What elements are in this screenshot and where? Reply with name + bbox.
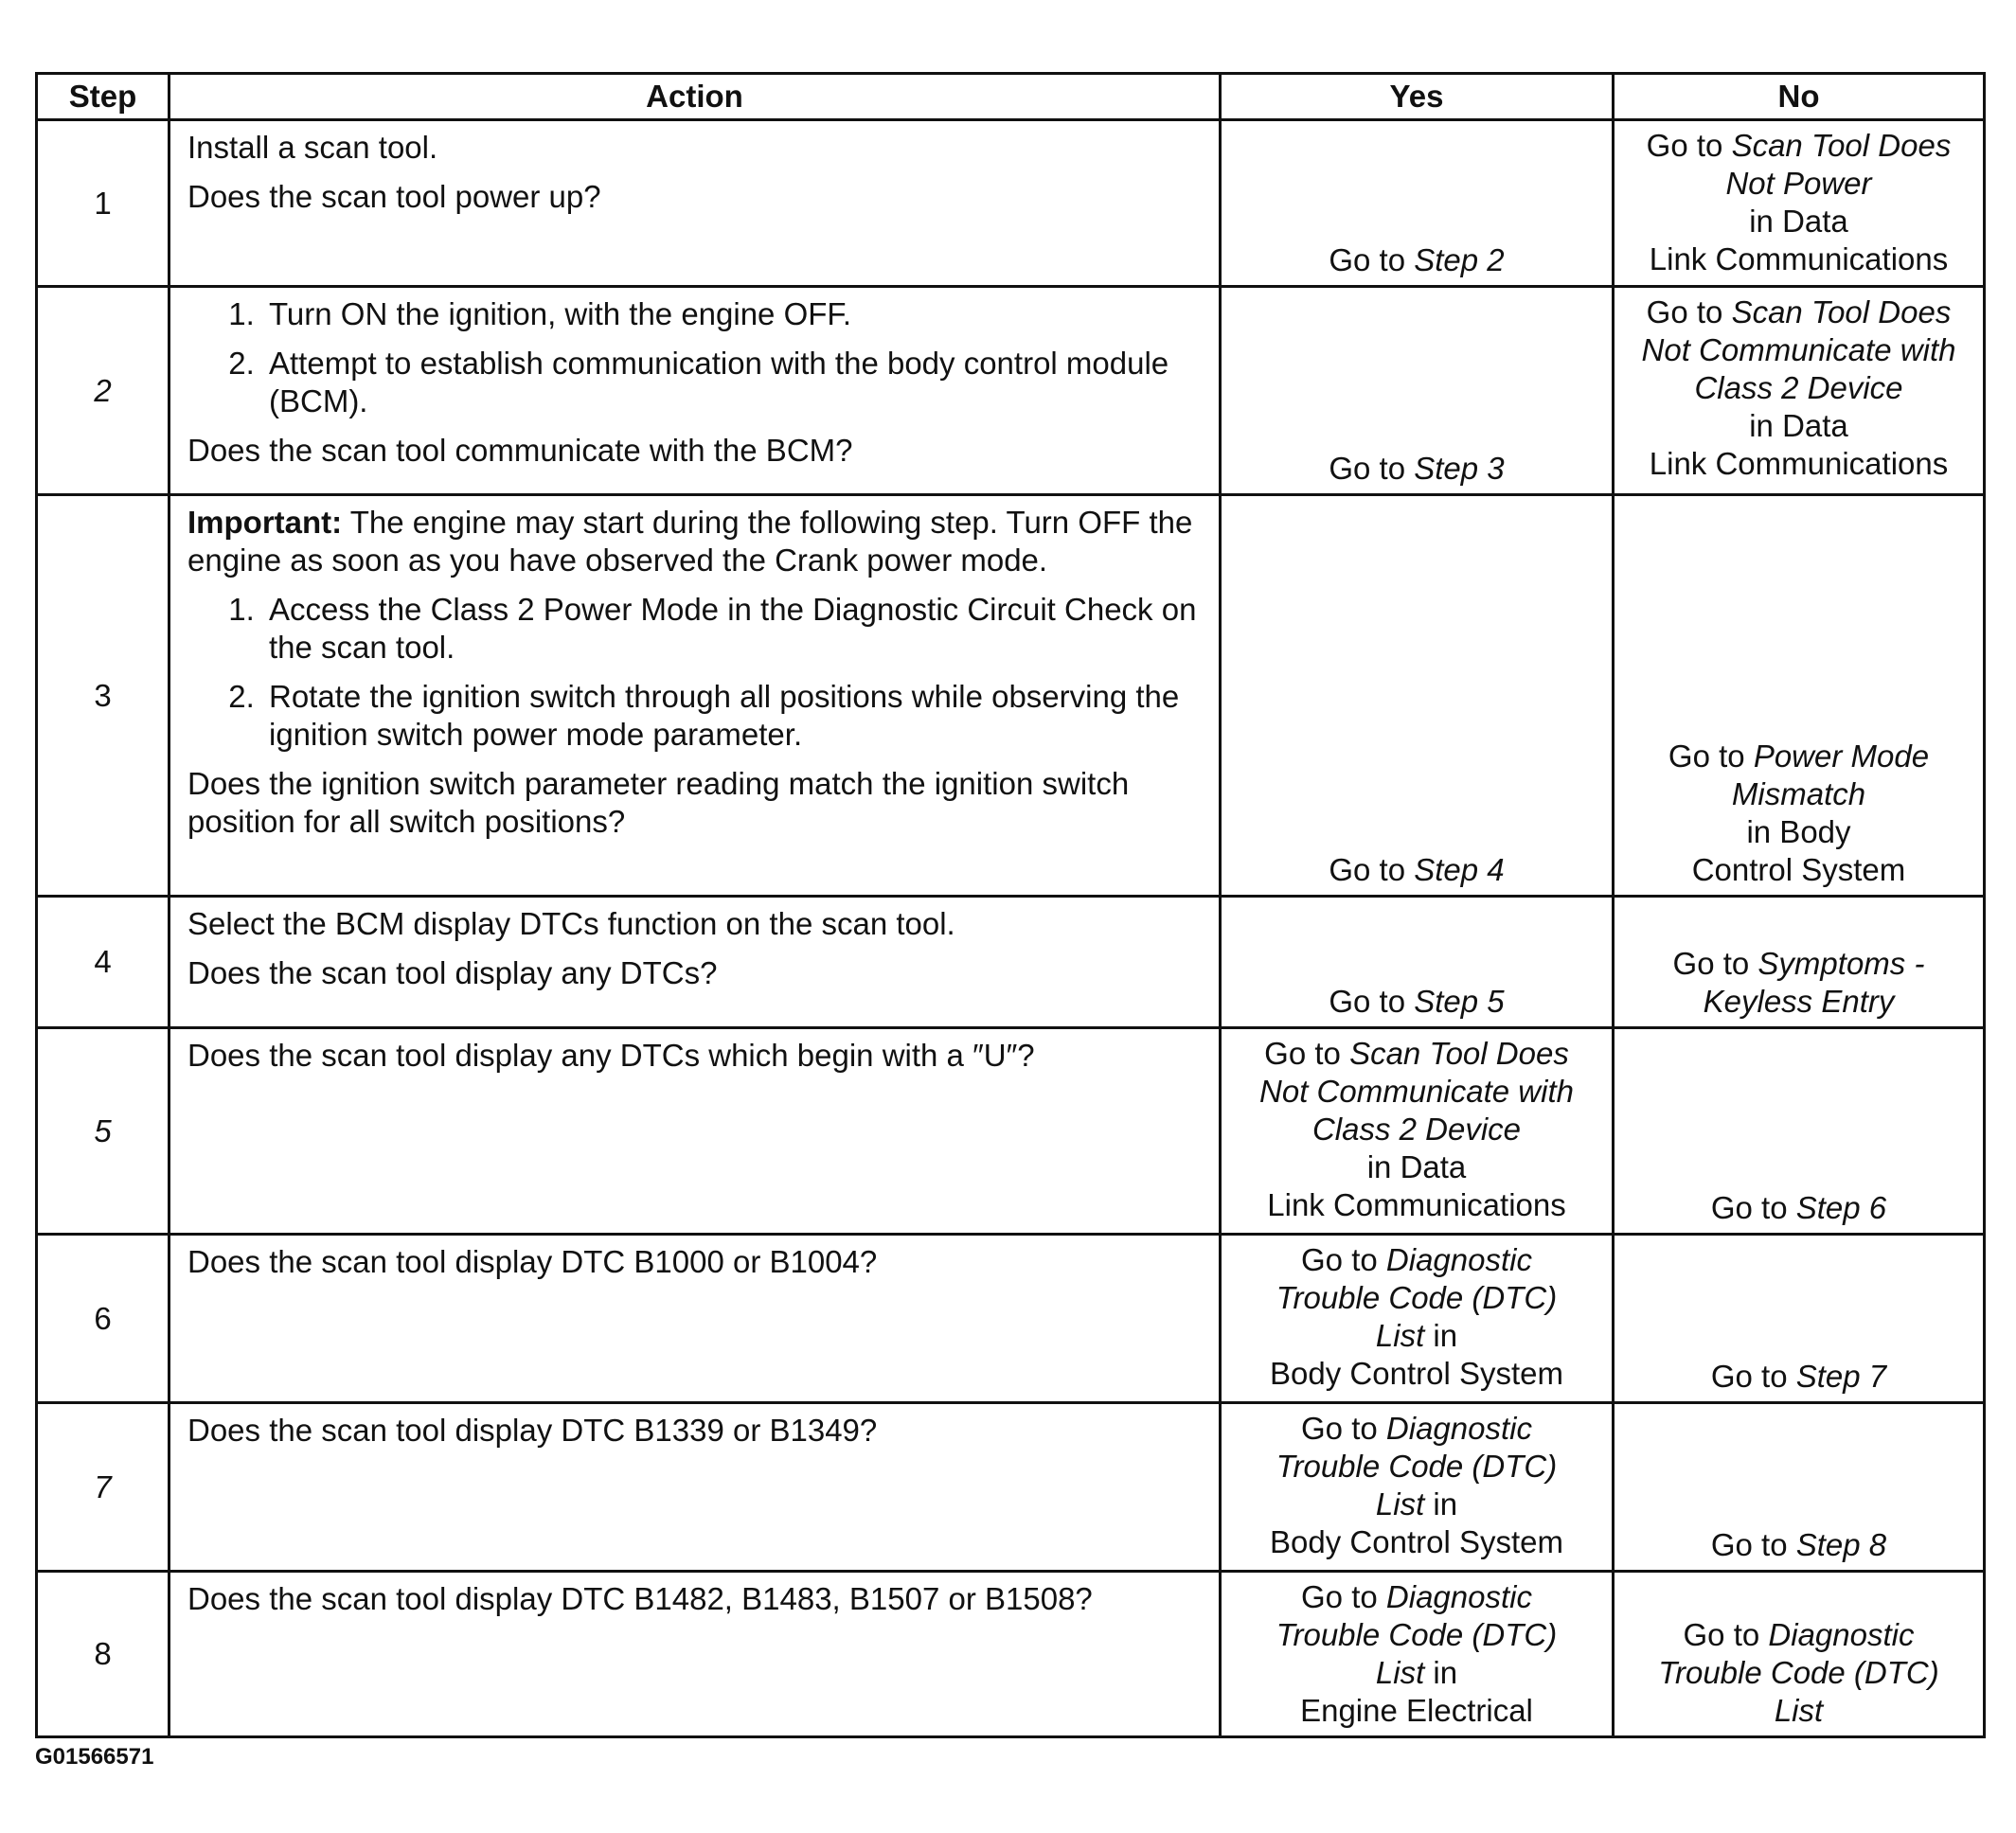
no-cell <box>1614 1572 1985 1737</box>
step-number: 3 <box>37 495 169 897</box>
yes-link[interactable]: Go to Scan Tool Does <box>1264 1036 1569 1071</box>
action-question: Does the scan tool display DTC B1339 or B1349? <box>187 1413 878 1448</box>
yes-link-line: Class 2 Device <box>1311 1112 1522 1147</box>
action-step-item: 1. Turn ON the ignition, with the engine OFF. <box>263 295 1205 333</box>
header-yes: Yes <box>1221 74 1614 120</box>
yes-cell <box>1221 1572 1614 1737</box>
yes-link-line: Link Communications <box>1267 1187 1566 1222</box>
action-question: Does the scan tool power up? <box>187 179 601 214</box>
no-link-line: in Body <box>1746 814 1851 849</box>
yes-link-line: Trouble Code (DTC) <box>1276 1280 1558 1315</box>
yes-link[interactable]: Go to Diagnostic <box>1301 1579 1532 1614</box>
table-row <box>37 1572 1985 1737</box>
yes-cell <box>1221 287 1614 495</box>
no-link-line: Mismatch <box>1731 776 1866 811</box>
yes-link-line: in Data <box>1366 1149 1467 1184</box>
action-question: Does the ignition switch parameter reading match the ignition switch position for all switch positions? <box>187 766 1130 839</box>
action-cell <box>169 495 1221 897</box>
yes-link-line: Not Communicate with <box>1259 1074 1574 1109</box>
important-note <box>187 504 1205 579</box>
no-cell <box>1614 1235 1985 1403</box>
yes-link[interactable]: Go to Diagnostic <box>1301 1411 1532 1446</box>
yes-cell <box>1221 120 1614 287</box>
action-question: Does the scan tool display DTC B1482, B1483, B1507 or B1508? <box>187 1581 1093 1616</box>
no-cell <box>1614 120 1985 287</box>
no-link[interactable]: Go to Power Mode <box>1668 739 1930 774</box>
yes-link-line: Trouble Code (DTC) <box>1276 1449 1558 1484</box>
yes-link-line: Body Control System <box>1270 1524 1563 1559</box>
action-question: Does the scan tool display DTC B1000 or B1004? <box>187 1244 878 1279</box>
no-link-line: Not Power <box>1725 166 1872 201</box>
table-row <box>37 495 1985 897</box>
step-number: 8 <box>37 1572 169 1737</box>
step-number: 6 <box>37 1235 169 1403</box>
no-link[interactable]: Go to Step 6 <box>1710 1190 1887 1225</box>
yes-link[interactable]: Go to Diagnostic <box>1301 1242 1532 1277</box>
header-action: Action <box>169 74 1221 120</box>
diagnostic-table <box>35 72 1986 1738</box>
step-number: 2 <box>37 287 169 495</box>
yes-cell <box>1221 1235 1614 1403</box>
no-link-line: Link Communications <box>1649 446 1949 481</box>
header-no: No <box>1614 74 1985 120</box>
no-link-line: in Data <box>1749 204 1848 239</box>
action-cell <box>169 1572 1221 1737</box>
no-link[interactable]: Go to Scan Tool Does <box>1646 128 1952 163</box>
no-link-line: Control System <box>1691 852 1906 887</box>
no-link-line: Keyless Entry <box>1703 984 1895 1019</box>
yes-link-line: List in <box>1375 1486 1458 1522</box>
action-cell <box>169 1028 1221 1235</box>
action-step-item: 1. Access the Class 2 Power Mode in the Diagnostic Circuit Check on the scan tool. <box>263 591 1205 667</box>
action-step-item: 2. Rotate the ignition switch through all positions while observing the ignition switch power mode parameter. <box>263 678 1205 754</box>
action-cell <box>169 287 1221 495</box>
action-cell <box>169 120 1221 287</box>
action-question: Does the scan tool display any DTCs? <box>187 955 718 990</box>
action-text: Install a scan tool. <box>187 130 438 165</box>
header-row <box>37 74 1985 120</box>
step-number: 4 <box>37 897 169 1028</box>
action-question: Does the scan tool display any DTCs which begin with a ″U″? <box>187 1038 1035 1073</box>
action-cell <box>169 1235 1221 1403</box>
no-link-line: Class 2 Device <box>1694 370 1903 405</box>
no-link[interactable]: Go to Scan Tool Does <box>1646 294 1952 329</box>
no-cell <box>1614 495 1985 897</box>
no-link[interactable]: Go to Step 8 <box>1710 1527 1887 1562</box>
table-row <box>37 1403 1985 1572</box>
yes-link-line: Body Control System <box>1270 1356 1563 1391</box>
yes-cell <box>1221 495 1614 897</box>
figure-id: G01566571 <box>35 1744 154 1770</box>
no-link-line: in Data <box>1749 408 1848 443</box>
step-number: 7 <box>37 1403 169 1572</box>
yes-link-line: List in <box>1375 1655 1458 1690</box>
no-link-line: List <box>1774 1693 1824 1728</box>
action-cell <box>169 897 1221 1028</box>
no-link-line: Not Communicate with <box>1641 332 1956 367</box>
action-cell <box>169 1403 1221 1572</box>
no-link-line: Trouble Code (DTC) <box>1658 1655 1939 1690</box>
table-row <box>37 1235 1985 1403</box>
yes-link[interactable]: Go to Step 5 <box>1329 984 1505 1019</box>
table-row <box>37 897 1985 1028</box>
table-row <box>37 120 1985 287</box>
action-text: Select the BCM display DTCs function on the scan tool. <box>187 906 955 941</box>
important-text: The engine may start during the following step. Turn OFF the engine as soon as you have observed the Crank power mode. <box>187 505 1193 578</box>
no-link[interactable]: Go to Diagnostic <box>1683 1617 1915 1652</box>
action-question: Does the scan tool communicate with the BCM? <box>187 433 853 468</box>
action-step-item: 2. Attempt to establish communication with the body control module (BCM). <box>263 345 1205 420</box>
yes-cell <box>1221 1403 1614 1572</box>
no-link[interactable]: Go to Symptoms - <box>1672 946 1925 981</box>
table-row <box>37 287 1985 495</box>
important-label: Important: <box>187 505 343 540</box>
yes-cell <box>1221 897 1614 1028</box>
yes-link[interactable]: Go to Step 2 <box>1329 242 1505 277</box>
table-row <box>37 1028 1985 1235</box>
step-number: 1 <box>37 120 169 287</box>
header-step: Step <box>37 74 169 120</box>
yes-link[interactable]: Go to Step 3 <box>1329 451 1505 486</box>
yes-link-line: Engine Electrical <box>1300 1693 1533 1728</box>
yes-link-line: List in <box>1375 1318 1458 1353</box>
no-cell <box>1614 1403 1985 1572</box>
no-cell <box>1614 897 1985 1028</box>
no-link-line: Link Communications <box>1649 241 1949 276</box>
yes-link[interactable]: Go to Step 4 <box>1329 852 1505 887</box>
step-number: 5 <box>37 1028 169 1235</box>
no-cell <box>1614 1028 1985 1235</box>
no-cell <box>1614 287 1985 495</box>
yes-link-line: Trouble Code (DTC) <box>1276 1617 1558 1652</box>
yes-cell <box>1221 1028 1614 1235</box>
no-link[interactable]: Go to Step 7 <box>1710 1359 1887 1394</box>
